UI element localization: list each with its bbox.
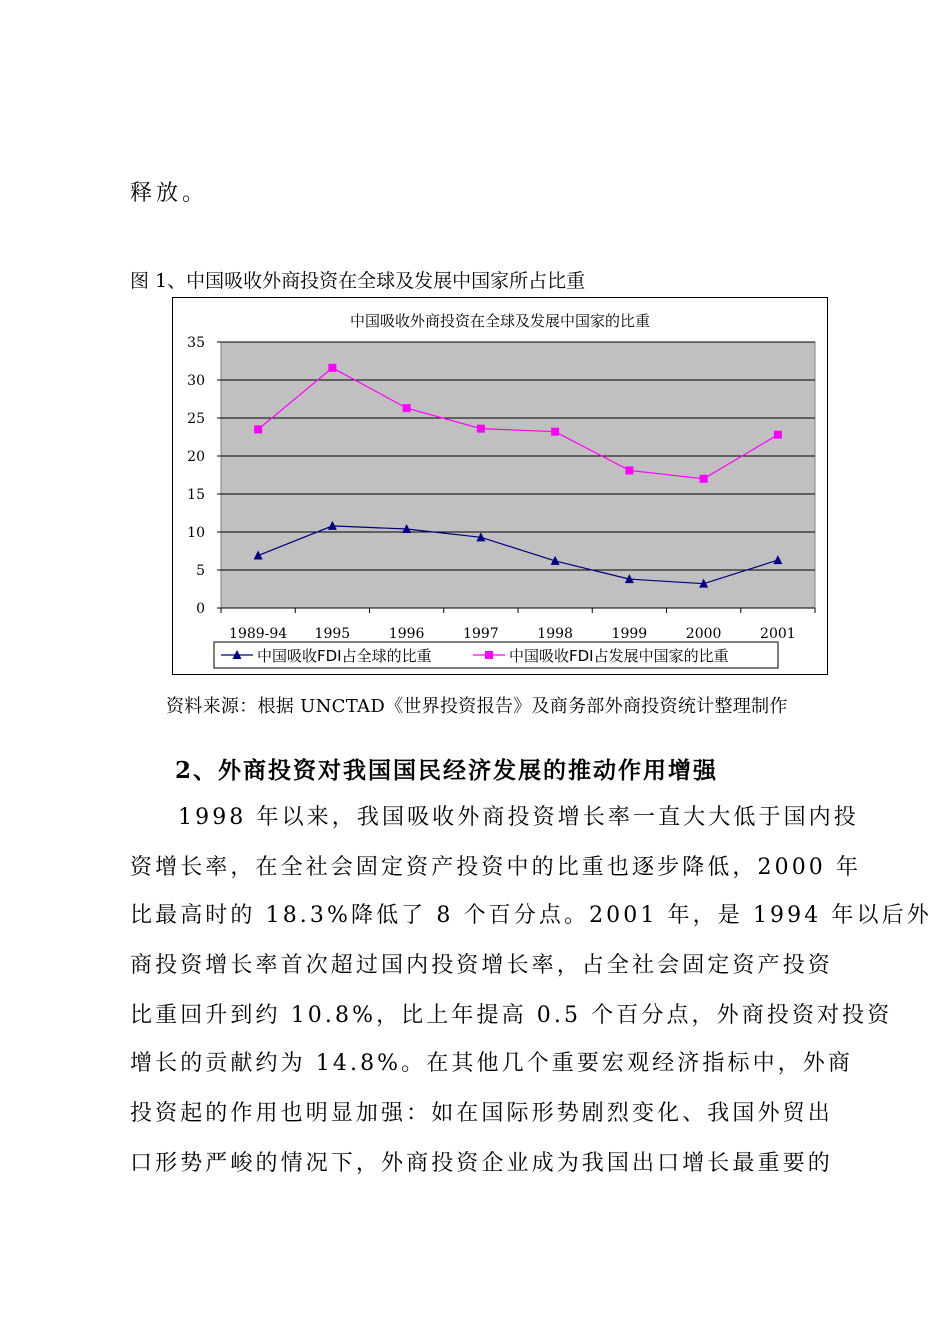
body-line: 1998 年以来，我国吸收外商投资增长率一直大大低于国内投 bbox=[178, 805, 859, 830]
y-axis-ticks bbox=[187, 335, 221, 617]
x-tick-label: 1996 bbox=[388, 626, 425, 642]
y-tick-label: 35 bbox=[187, 335, 205, 351]
data-point bbox=[551, 428, 559, 436]
previous-paragraph-ending: 释放。 bbox=[130, 181, 209, 206]
legend-label: 中国吸收FDI占发展中国家的比重 bbox=[509, 647, 729, 665]
body-line: 投资起的作用也明显加强：如在国际形势剧烈变化、我国外贸出 bbox=[130, 1101, 833, 1126]
data-point bbox=[328, 364, 336, 372]
chart-title: 中国吸收外商投资在全球及发展中国家的比重 bbox=[349, 312, 651, 330]
plot-area bbox=[221, 342, 815, 608]
data-point bbox=[625, 466, 633, 474]
data-point bbox=[254, 425, 262, 433]
x-tick-label: 1999 bbox=[611, 626, 648, 642]
x-tick-label: 1998 bbox=[537, 626, 573, 642]
x-tick-label: 2000 bbox=[685, 626, 722, 642]
y-tick-label: 20 bbox=[187, 449, 205, 465]
data-point bbox=[774, 431, 782, 439]
y-tick-label: 30 bbox=[187, 373, 205, 389]
x-tick-label: 1997 bbox=[463, 626, 499, 642]
x-tick-label: 1995 bbox=[314, 626, 351, 642]
x-tick-label: 2001 bbox=[760, 626, 796, 642]
data-point bbox=[403, 404, 411, 412]
section-heading: 2、外商投资对我国国民经济发展的推动作用增强 bbox=[175, 757, 719, 784]
body-line: 比重回升到约 10.8%，比上年提高 0.5 个百分点，外商投资对投资 bbox=[130, 1003, 893, 1028]
source-note: 资料来源：根据 UNCTAD《世界投资报告》及商务部外商投资统计整理制作 bbox=[166, 696, 788, 717]
body-line: 比最高时的 18.3%降低了 8 个百分点。2001 年，是 1994 年以后外 bbox=[130, 903, 932, 928]
chart-canvas bbox=[173, 298, 827, 674]
body-line: 增长的贡献约为 14.8%。在其他几个重要宏观经济指标中，外商 bbox=[130, 1051, 853, 1076]
data-point bbox=[477, 425, 485, 433]
legend-marker bbox=[485, 651, 493, 659]
y-tick-label: 15 bbox=[187, 487, 205, 503]
legend-label: 中国吸收FDI占全球的比重 bbox=[257, 647, 432, 665]
x-axis-ticks bbox=[221, 608, 815, 642]
y-tick-label: 25 bbox=[187, 411, 205, 427]
figure-caption: 图 1、中国吸收外商投资在全球及发展中国家所占比重 bbox=[130, 270, 586, 292]
body-line: 商投资增长率首次超过国内投资增长率，占全社会固定资产投资 bbox=[130, 953, 833, 978]
y-tick-label: 5 bbox=[196, 563, 205, 579]
x-tick-label: 1989-94 bbox=[229, 626, 288, 642]
body-line: 口形势严峻的情况下，外商投资企业成为我国出口增长最重要的 bbox=[130, 1151, 833, 1176]
data-point bbox=[700, 475, 708, 483]
body-line: 资增长率，在全社会固定资产投资中的比重也逐步降低，2000 年 bbox=[130, 855, 862, 880]
y-tick-label: 0 bbox=[196, 601, 205, 617]
line-chart bbox=[172, 297, 828, 675]
y-tick-label: 10 bbox=[187, 525, 205, 541]
